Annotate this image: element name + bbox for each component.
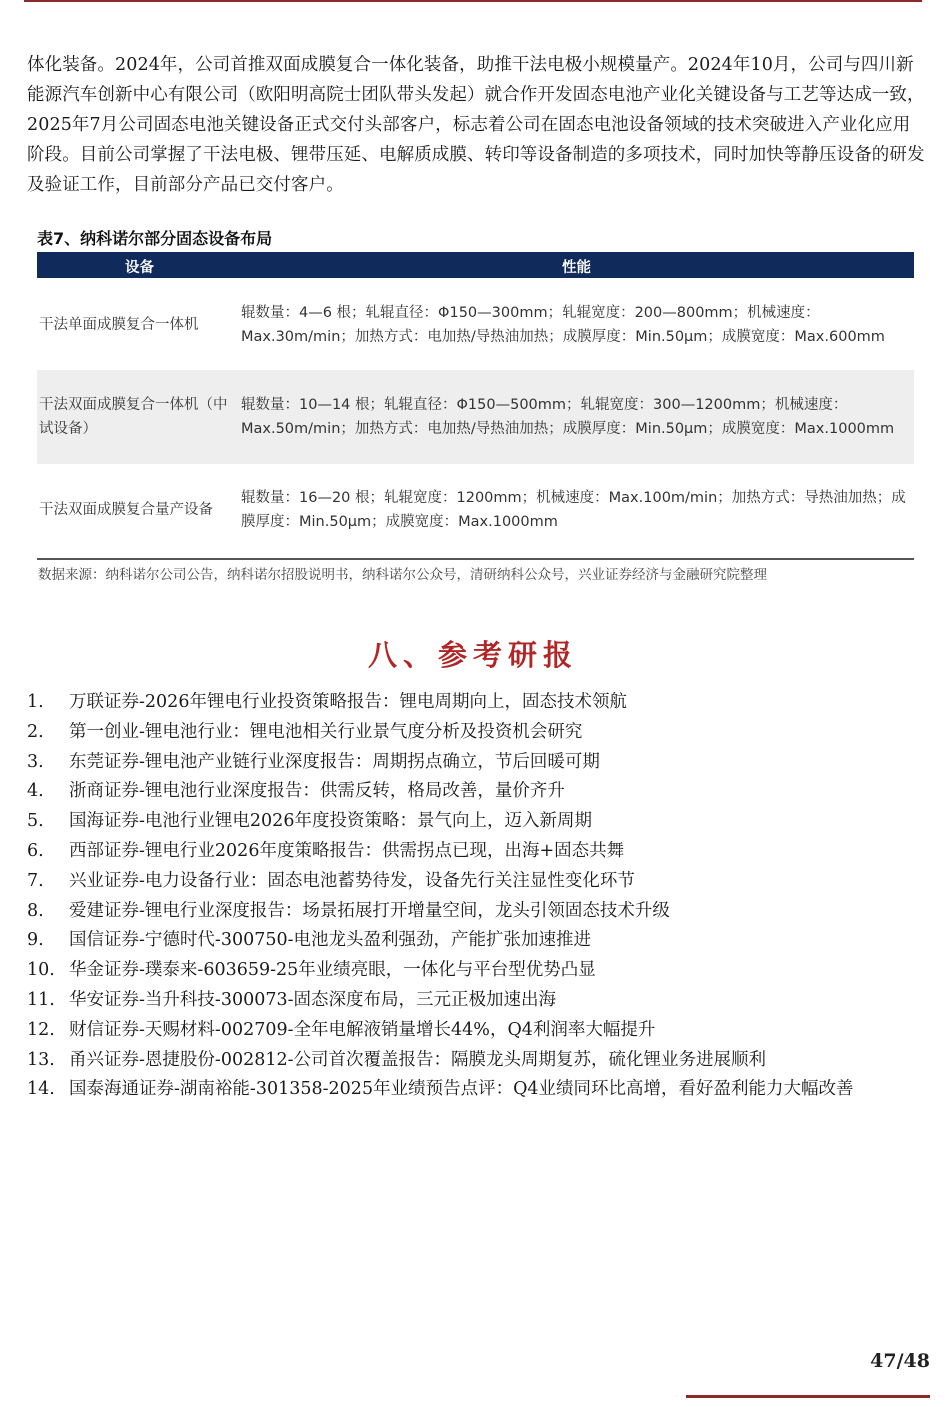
- ref-text: 爱建证券-锂电行业深度报告：场景拓展打开增量空间，龙头引领固态技术升级: [69, 900, 670, 921]
- list-item: [27, 897, 922, 927]
- ref-text: 西部证券-锂电行业2026年度策略报告：供需拐点已现，出海+固态共舞: [69, 840, 625, 861]
- ref-text: 万联证券-2026年锂电行业投资策略报告：锂电周期向上，固态技术领航: [69, 692, 627, 712]
- reference-list: [27, 688, 922, 1105]
- ref-number: 6.: [27, 840, 44, 861]
- ref-text: 兴业证券-电力设备行业：固态电池蓄势待发，设备先行关注显性变化环节: [69, 870, 635, 891]
- ref-text: 国信证券-宁德时代-300750-电池龙头盈利强劲，产能扩张加速推进: [69, 930, 592, 951]
- ref-text: 浙商证券-锂电池行业深度报告：供需反转，格局改善，量价齐升: [69, 781, 565, 802]
- performance-cell: 辊数量：10—14 根；轧辊直径：Φ150—500mm；轧辊宽度：300—1200mm；机械速度：Max.50m/min；加热方式：电加热/导热油加热；成膜厚度：Min.50μm；成膜宽度：Max.1000mm: [241, 397, 895, 437]
- list-item: [27, 807, 922, 837]
- ref-text: 国海证券-电池行业锂电2026年度投资策略：景气向上，迈入新周期: [69, 811, 592, 832]
- ref-number: 2.: [27, 721, 44, 742]
- equipment-table: [37, 252, 914, 560]
- table-bottom-rule: [37, 558, 914, 560]
- intro-paragraph: 体化装备。2024年，公司首推双面成膜复合一体化装备，助推干法电极小规模量产。2024年10月，公司与四川新能源汽车创新中心有限公司（欧阳明高院士团队带头发起）就合作开发固态电池产业化关键设备与工艺等达成一致，2025年7月公司固态电池关键设备正式交付头部客户，标志着公司在固态电池设备领域的技术突破进入产业化应用阶段。目前公司掌握了干法电极、锂带压延、电解质成膜、转印等设备制造的多项技术，同时加快等静压设备的研发及验证工作，目前部分产品已交付客户。: [27, 55, 925, 195]
- ref-number: 3.: [27, 751, 44, 772]
- ref-number: 1.: [27, 692, 44, 712]
- header-performance: 性能: [562, 260, 591, 276]
- ref-number: 4.: [27, 781, 44, 802]
- performance-cell: 辊数量：16—20 根；轧辊宽度：1200mm；机械速度：Max.100m/min；加热方式：导热油加热；成膜厚度：Min.50μm；成膜宽度：Max.1000mm: [241, 490, 906, 530]
- page-number: 47/48: [870, 1350, 930, 1372]
- ref-text: 财信证券-天赐材料-002709-全年电解液销量增长44%，Q4利润率大幅提升: [69, 1019, 656, 1040]
- top-rule: [24, 0, 922, 2]
- list-item: [27, 748, 922, 778]
- section-title: 八、参考研报: [367, 638, 578, 672]
- table-source: 数据来源：纳科诺尔公司公告，纳科诺尔招股说明书，纳科诺尔公众号，清研纳科公众号，兴业证券经济与金融研究院整理: [38, 567, 767, 583]
- ref-number: 14.: [27, 1079, 55, 1100]
- ref-number: 12.: [27, 1019, 55, 1040]
- table-row: [37, 370, 914, 464]
- ref-number: 10.: [27, 960, 55, 981]
- list-item: [27, 956, 922, 986]
- ref-number: 8.: [27, 900, 44, 921]
- list-item: [27, 777, 922, 807]
- ref-number: 5.: [27, 811, 44, 832]
- ref-text: 国泰海通证券-湖南裕能-301358-2025年业绩预告点评：Q4业绩同环比高增，看好盈利能力大幅改善: [69, 1079, 854, 1100]
- ref-text: 甬兴证券-恩捷股份-002812-公司首次覆盖报告：隔膜龙头周期复苏，硫化锂业务进展顺利: [69, 1049, 767, 1070]
- list-item: [27, 688, 922, 718]
- header-device: 设备: [125, 260, 154, 276]
- list-item: [27, 837, 922, 867]
- ref-number: 9.: [27, 930, 44, 951]
- list-item: [27, 926, 922, 956]
- ref-number: 7.: [27, 870, 44, 891]
- ref-text: 东莞证券-锂电池产业链行业深度报告：周期拐点确立，节后回暖可期: [69, 751, 600, 772]
- ref-text: 华安证券-当升科技-300073-固态深度布局，三元正极加速出海: [69, 989, 557, 1010]
- ref-text: 第一创业-锂电池行业：锂电池相关行业景气度分析及投资机会研究: [69, 721, 583, 742]
- list-item: [27, 867, 922, 897]
- table-row: [37, 280, 914, 370]
- list-item: [27, 1046, 922, 1076]
- ref-number: 11.: [27, 989, 55, 1010]
- device-cell: 干法双面成膜复合一体机（中试设备）: [39, 397, 228, 437]
- table-title: 表7、纳科诺尔部分固态设备布局: [37, 229, 273, 248]
- list-item: [27, 986, 922, 1016]
- ref-text: 华金证券-璞泰来-603659-25年业绩亮眼，一体化与平台型优势凸显: [69, 960, 596, 981]
- device-cell: 干法双面成膜复合量产设备: [39, 502, 213, 518]
- device-cell: 干法单面成膜复合一体机: [39, 317, 199, 333]
- bottom-rule: [686, 1395, 930, 1398]
- list-item: [27, 1016, 922, 1046]
- list-item: [27, 718, 922, 748]
- list-item: [27, 1075, 922, 1105]
- table-header: [37, 252, 914, 278]
- performance-cell: 辊数量：4—6 根；轧辊直径：Φ150—300mm；轧辊宽度：200—800mm；机械速度：Max.30m/min；加热方式：电加热/导热油加热；成膜厚度：Min.50μm；成膜宽度：Max.600mm: [241, 305, 885, 345]
- table-row: [37, 464, 914, 556]
- ref-number: 13.: [27, 1049, 55, 1070]
